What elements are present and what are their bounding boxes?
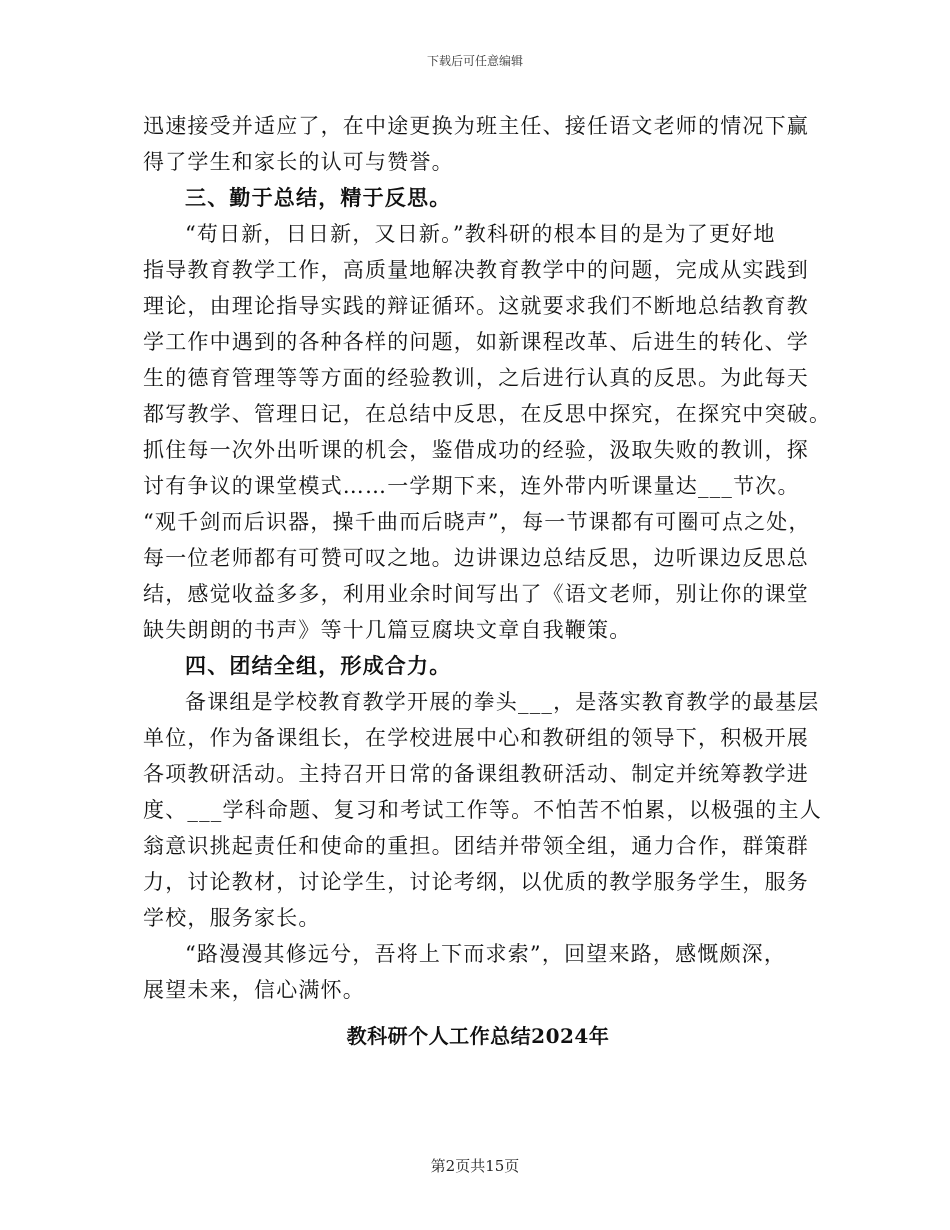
document-title: 教科研个人工作总结2024年 [346,1024,610,1048]
paragraph-line: 单位，作为备课组长，在学校进展中心和教研组的领导下，积极开展 [143,726,809,750]
paragraph-line: 学校，服务家长。 [143,906,321,930]
paragraph-line: 缺失朗朗的书声》等十几篇豆腐块文章自我鞭策。 [143,618,632,642]
paragraph-line: 翁意识挑起责任和使命的重担。团结并带领全组，通力合作，群策群 [143,834,809,858]
paragraph-line: 指导教育教学工作，高质量地解决教育教学中的问题，完成从实践到 [143,258,809,282]
paragraph-line: 讨有争议的课堂模式……一学期下来，连外带内听课量达___节次。 [143,474,800,498]
document-body [143,108,832,1054]
paragraph-line: “路漫漫其修远兮，吾将上下而求索”，回望来路，感慨颇深， [185,942,787,966]
paragraph-line: 度、___学科命题、复习和考试工作等。不怕苦不怕累，以极强的主人 [143,798,822,822]
paragraph-line: 展望未来，信心满怀。 [143,978,365,1002]
paragraph-line: 结，感觉收益多多，利用业余时间写出了《语文老师，别让你的课堂 [143,582,809,606]
paragraph-line: 迅速接受并适应了，在中途更换为班主任、接任语文老师的情况下赢 [143,114,809,138]
section-heading: 三、勤于总结，精于反思。 [185,185,452,210]
paragraph-line: “苟日新，日日新，又日新。”教科研的根本目的是为了更好地 [185,222,776,246]
page-footer: 第2页共15页 [430,1157,520,1175]
paragraph-line: 力，讨论教材，讨论学生，讨论考纲，以优质的教学服务学生，服务 [143,870,809,894]
page-header: 下载后可任意编辑 [426,54,523,68]
section-heading: 四、团结全组，形成合力。 [185,653,452,678]
paragraph-line: 学工作中遇到的各种各样的问题，如新课程改革、后进生的转化、学 [143,330,809,354]
paragraph-line: 每一位老师都有可赞可叹之地。边讲课边总结反思，边听课边反思总 [143,546,809,570]
paragraph-line: 抓住每一次外出听课的机会，鉴借成功的经验，汲取失败的教训，探 [143,438,809,462]
paragraph-line: 得了学生和家长的认可与赞誉。 [143,150,454,174]
paragraph-line: 都写教学、管理日记，在总结中反思，在反思中探究，在探究中突破。 [143,402,832,426]
paragraph-line: 理论，由理论指导实践的辩证循环。这就要求我们不断地总结教育教 [143,294,809,318]
paragraph-line: 各项教研活动。主持召开日常的备课组教研活动、制定并统筹教学进 [143,762,809,786]
paragraph-line: 生的德育管理等等方面的经验教训，之后进行认真的反思。为此每天 [143,366,809,390]
paragraph-line: “观千剑而后识器，操千曲而后晓声”，每一节课都有可圈可点之处， [143,510,811,534]
paragraph-line: 备课组是学校教育教学开展的拳头___，是落实教育教学的最基层 [185,690,820,714]
